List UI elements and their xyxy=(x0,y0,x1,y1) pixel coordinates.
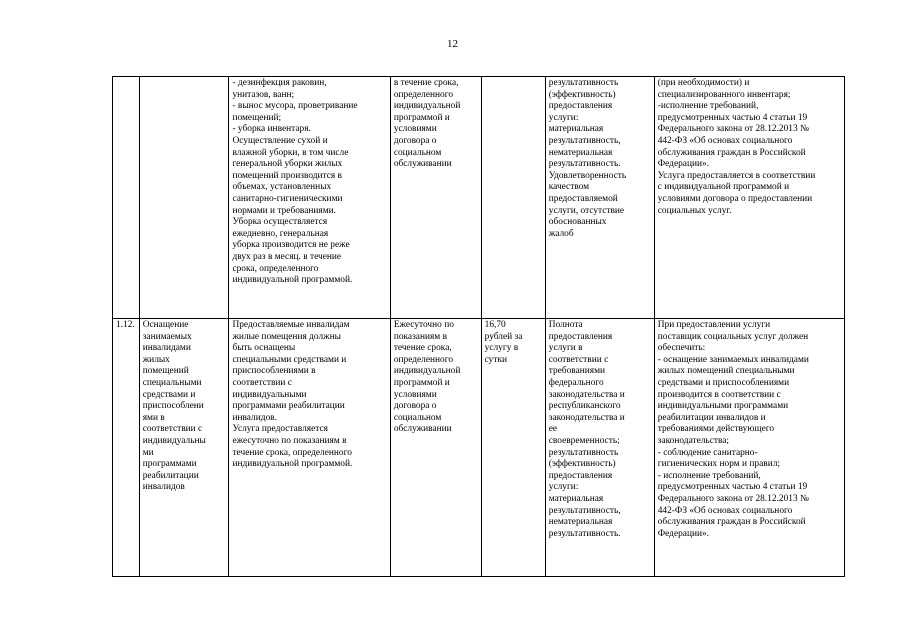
service-description-cell: Предоставляемые инвалидам жилые помещения должны быть оснащены специальными средствами и приспособлениями в соответствии с индивидуальными программами реабилитации инвалидов. Услуга предоставляется ежесуточно по показаниям в течение срока, определенного индивидуальной программой. xyxy=(229,319,390,577)
services-table xyxy=(112,76,845,577)
service-number-cell xyxy=(113,77,140,319)
service-price-cell: 16,70 рублей за услугу в сутки xyxy=(481,319,545,577)
service-indicators-cell: результативность (эффективность) предоставления услуги: материальная результативность, нематериальная результативность. Удовлетворенность качеством предоставляемой услуги, отсутствие обоснованных жалоб xyxy=(545,77,654,319)
service-terms-cell: в течение срока, определенного индивидуальной программой и условиями договора о социальном обслуживании xyxy=(390,77,481,319)
service-conditions-cell: (при необходимости) и специализированного инвентаря; -исполнение требований, предусмотренных частью 4 статьи 19 Федерального закона от 28.12.2013 № 442-ФЗ «Об основах социального обслуживания граждан в Российской Федерации». Услуга предоставляется в соответствии с индивидуальной программой и условиями договора о предоставлении социальных услуг. xyxy=(654,77,844,319)
service-terms-cell: Ежесуточно по показаниям в течение срока, определенного индивидуальной программой и условиями договора о социальном обслуживании xyxy=(390,319,481,577)
service-name-cell xyxy=(139,77,229,319)
service-price-cell xyxy=(481,77,545,319)
service-number-cell: 1.12. xyxy=(113,319,140,577)
page-number: 12 xyxy=(447,38,458,50)
service-conditions-cell: При предоставлении услуги поставщик социальных услуг должен обеспечить: - оснащение занимаемых инвалидами жилых помещений специальными средствами и приспособлениями производится в соответствии с индивидуальными программами реабилитации инвалидов и требованиями действующего законодательства; - соблюдение санитарно- гигиенических норм и правил; - исполнение требований, предусмотренных частью 4 статьи 19 Федерального закона от 28.12.2013 № 442-ФЗ «Об основах социального обслуживания граждан в Российской Федерации». xyxy=(654,319,844,577)
service-description-cell: - дезинфекция раковин, унитазов, ванн; - вынос мусора, проветривание помещений; - уборка инвентаря. Осуществление сухой и влажной уборки, в том числе генеральной уборки жилых помещений производится в объемах, установленных санитарно-гигиеническими нормами и требованиями. Уборка осуществляется ежедневно, генеральная уборка производится не реже двух раз в месяц. в течение срока, определенного индивидуальной программой. xyxy=(229,77,390,319)
table-row xyxy=(113,77,845,319)
service-name-cell: Оснащение занимаемых инвалидами жилых помещений специальными средствами и приспособлени ями в соответствии с индивидуальны ми программами реабилитации инвалидов xyxy=(139,319,229,577)
service-indicators-cell: Полнота предоставления услуги в соответствии с требованиями федерального законодательства и республиканского законодательства и ее своевременность; результативность (эффективность) предоставления услуги: материальная результативность, нематериальная результативность. xyxy=(545,319,654,577)
table-row xyxy=(113,319,845,577)
